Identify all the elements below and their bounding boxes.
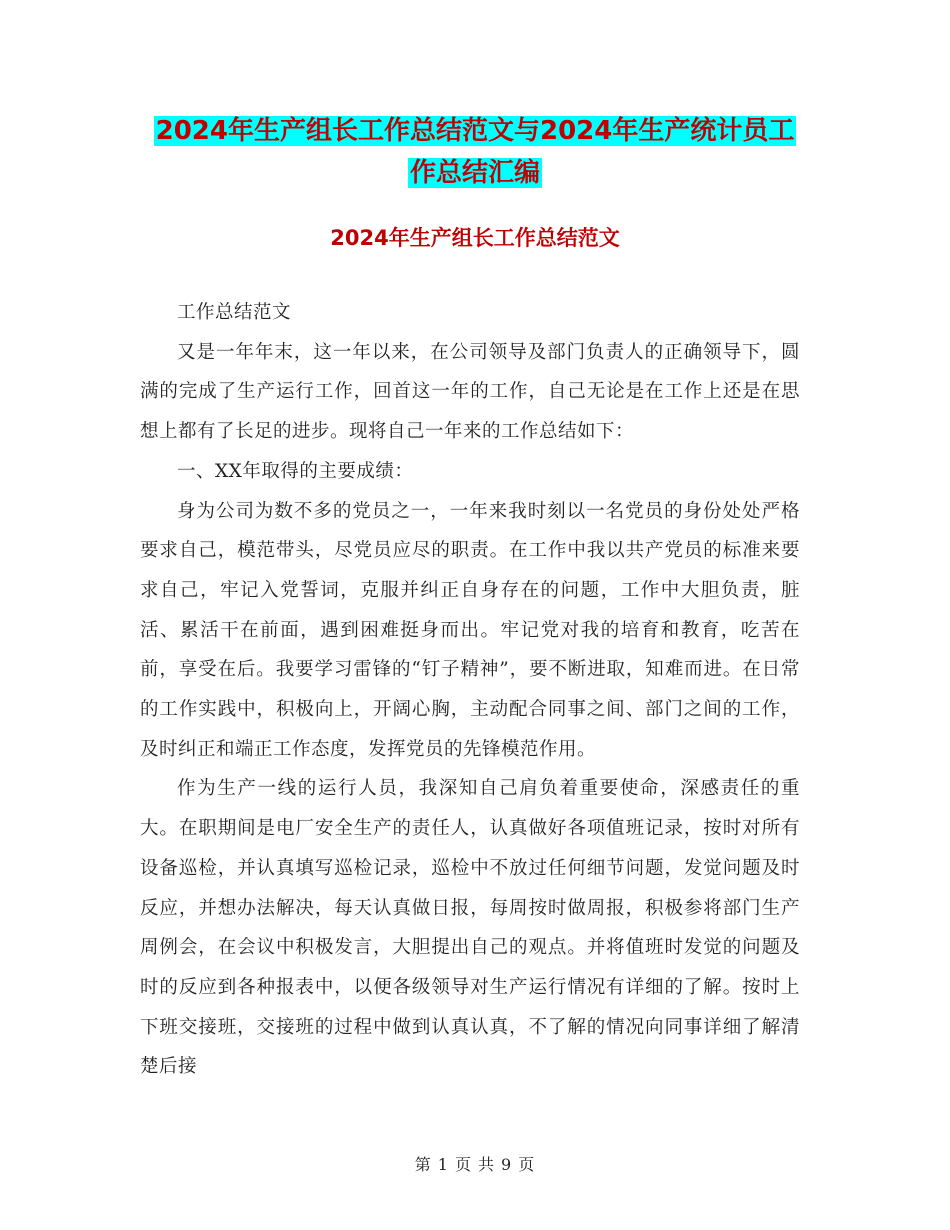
title-highlight-1: 2024年生产组长工作总结范文与2024年生产统计员工 — [155, 116, 795, 146]
footer-prefix: 第 — [414, 1155, 432, 1174]
paragraph-section-heading: 一、XX年取得的主要成绩： — [177, 460, 414, 482]
document-body — [140, 293, 800, 1087]
document-title-line-2 — [0, 152, 950, 194]
document-title-line-1 — [0, 110, 950, 152]
paragraph-intro: 又是一年年末，这一年以来，在公司领导及部门负责人的正确领导下，圆满的完成了生产运行工作，回首这一年的工作，自己无论是在工作上还是在思想上都有了长足的进步。现将自己一年来的工作总结如下： — [140, 341, 800, 443]
section-title: 2024年生产组长工作总结范文 — [330, 226, 620, 250]
footer-page-label: 页 — [454, 1155, 472, 1174]
title-highlight-2: 作总结汇编 — [409, 158, 540, 188]
footer-current-page: 1 — [437, 1155, 449, 1174]
footer-total-prefix: 共 — [478, 1155, 496, 1174]
paragraph-operations: 作为生产一线的运行人员，我深知自己肩负着重要使命，深感责任的重大。在职期间是电厂安全生产的责任人，认真做好各项值班记录，按时对所有设备巡检，并认真填写巡检记录，巡检中不放过任何细节问题，发觉问题及时反应，并想办法解决，每天认真做日报，每周按时做周报，积极参将部门生产周例会，在会议中积极发言，大胆提出自己的观点。并将值班时发觉的问题及时的反应到各种报表中，以便各级领导对生产运行情况有详细的了解。按时上下班交接班，交接班的过程中做到认真认真，不了解的情况向同事详细了解清楚后接 — [140, 778, 800, 1078]
footer-total-pages: 9 — [501, 1155, 513, 1174]
page-footer — [0, 1152, 950, 1175]
paragraph-party-member: 身为公司为数不多的党员之一，一年来我时刻以一名党员的身份处处严格要求自己，模范带头，尽党员应尽的职责。在工作中我以共产党员的标准来要求自己，牢记入党誓词，克服并纠正自身存在的问题，工作中大胆负责，脏活、累活干在前面，遇到困难挺身而出。牢记党对我的培育和教育，吃苦在前，享受在后。我要学习雷锋的“钉子精神”，要不断进取，知难而进。在日常的工作实践中，积极向上，开阔心胸，主动配合同事之间、部门之间的工作，及时纠正和端正工作态度，发挥党员的先锋模范作用。 — [140, 500, 800, 760]
paragraph-heading: 工作总结范文 — [177, 302, 292, 323]
footer-suffix: 页 — [518, 1155, 536, 1174]
